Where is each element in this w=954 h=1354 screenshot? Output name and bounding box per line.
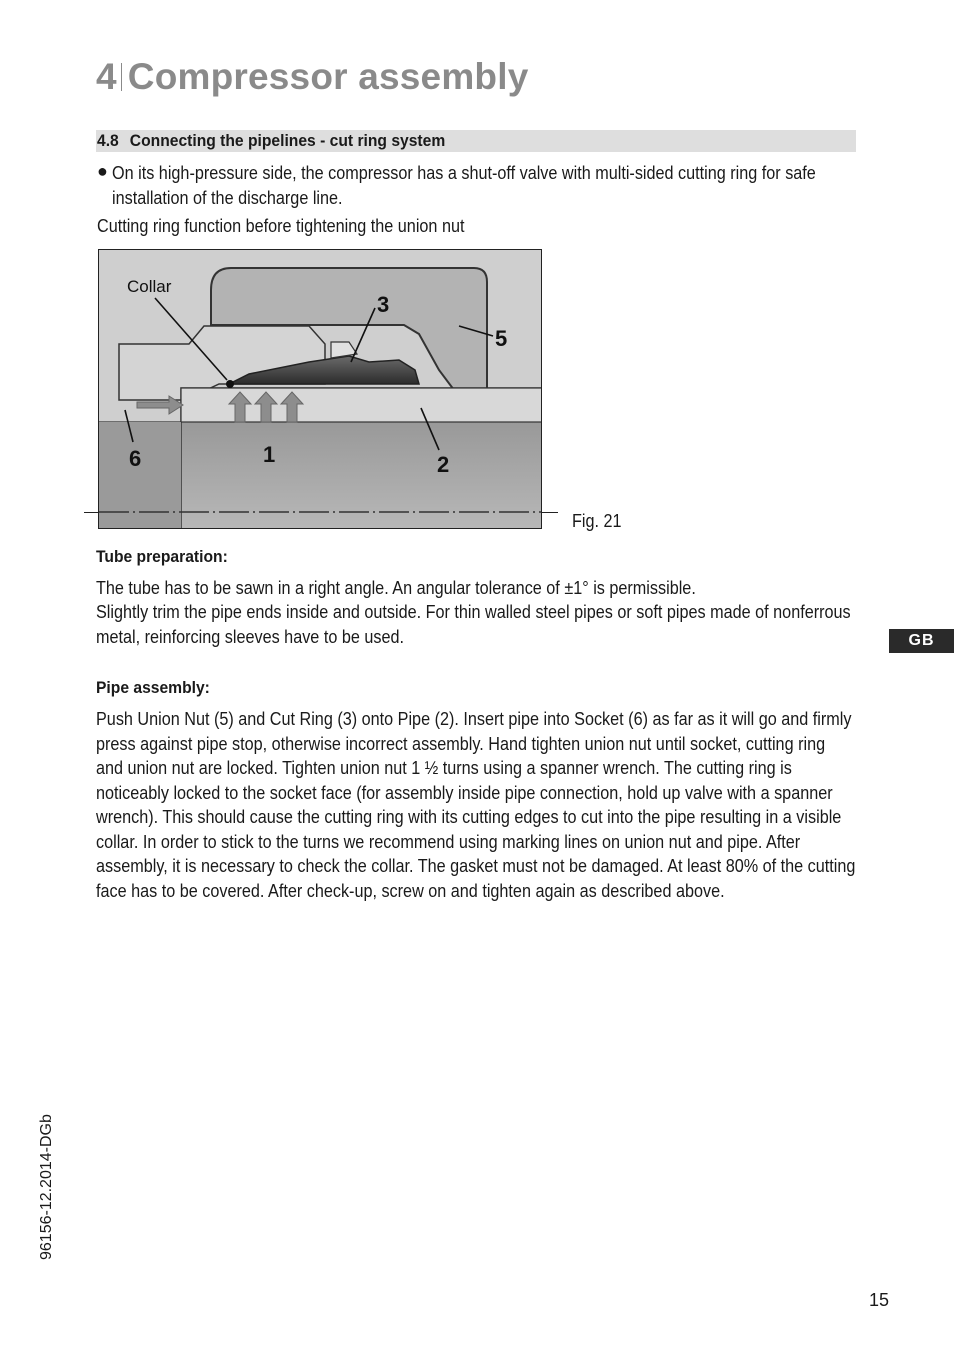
tube-preparation-heading: Tube preparation:	[96, 547, 228, 566]
chapter-name: Compressor assembly	[127, 56, 529, 97]
collar-point	[226, 380, 234, 388]
cut-ring-diagram	[99, 250, 542, 529]
section-heading	[97, 131, 445, 151]
pipe-assembly-heading: Pipe assembly:	[96, 678, 210, 697]
tube-preparation-line-1: The tube has to be sawn in a right angle. An angular tolerance of ±1° is permissible.	[96, 578, 696, 598]
page-number: 15	[869, 1290, 890, 1310]
document-number: 96156-12.2014-DGb	[38, 1114, 55, 1260]
socket-bore	[99, 422, 181, 529]
callout-1: 1	[263, 442, 276, 467]
figure-caption: Cutting ring function before tightening the union nut	[97, 216, 465, 236]
cut-ring-figure	[98, 249, 542, 529]
figure-baseline-right	[542, 512, 558, 513]
language-tab: GB	[889, 629, 954, 653]
chapter-number: 4	[96, 56, 117, 97]
section-title: Connecting the pipelines - cut ring system	[129, 131, 446, 150]
chapter-title	[96, 56, 528, 98]
figure-label: Fig. 21	[572, 511, 622, 531]
section-number: 4.8	[97, 131, 119, 150]
callout-3: 3	[377, 292, 390, 317]
bullet-text: On its high-pressure side, the compressor has a shut-off valve with multi-sided cutting ring for safe installation of the discharge line.	[112, 163, 816, 208]
tube-preparation-line-2: Slightly trim the pipe ends inside and outside. For thin walled steel pipes or soft pipes made of nonferrous metal, reinforcing sleeves have to be used.	[96, 602, 851, 647]
pipe-assembly-text: Push Union Nut (5) and Cut Ring (3) onto Pipe (2). Insert pipe into Socket (6) as far as it will go and firmly press against pipe stop, otherwise incorrect assembly. Hand tighten union nut until socket, cutting ring and union nut are locked. Tighten union nut 1 ½ turns using a spanner wrench. The cutting ring is noticeably locked to the socket face (for assembly inside pipe connection, hold up valve with a spanner wrench). This should cause the cutting ring with its cutting edges to cut into the pipe resulting in a visible collar. In order to stick to the turns we recommend using marking lines on union nut and pipe. After assembly, it is necessary to check the collar. The gasket must not be damaged. At least 80% of the cutting face has to be covered. After check-up, screw on and tighten again as described above.	[96, 709, 856, 901]
title-separator	[121, 63, 122, 91]
callout-6: 6	[129, 446, 142, 471]
callout-5: 5	[495, 326, 508, 351]
collar-label: Collar	[127, 277, 172, 296]
callout-2: 2	[437, 452, 450, 477]
figure-baseline-left	[84, 512, 98, 513]
bullet-icon: ●	[97, 161, 108, 181]
